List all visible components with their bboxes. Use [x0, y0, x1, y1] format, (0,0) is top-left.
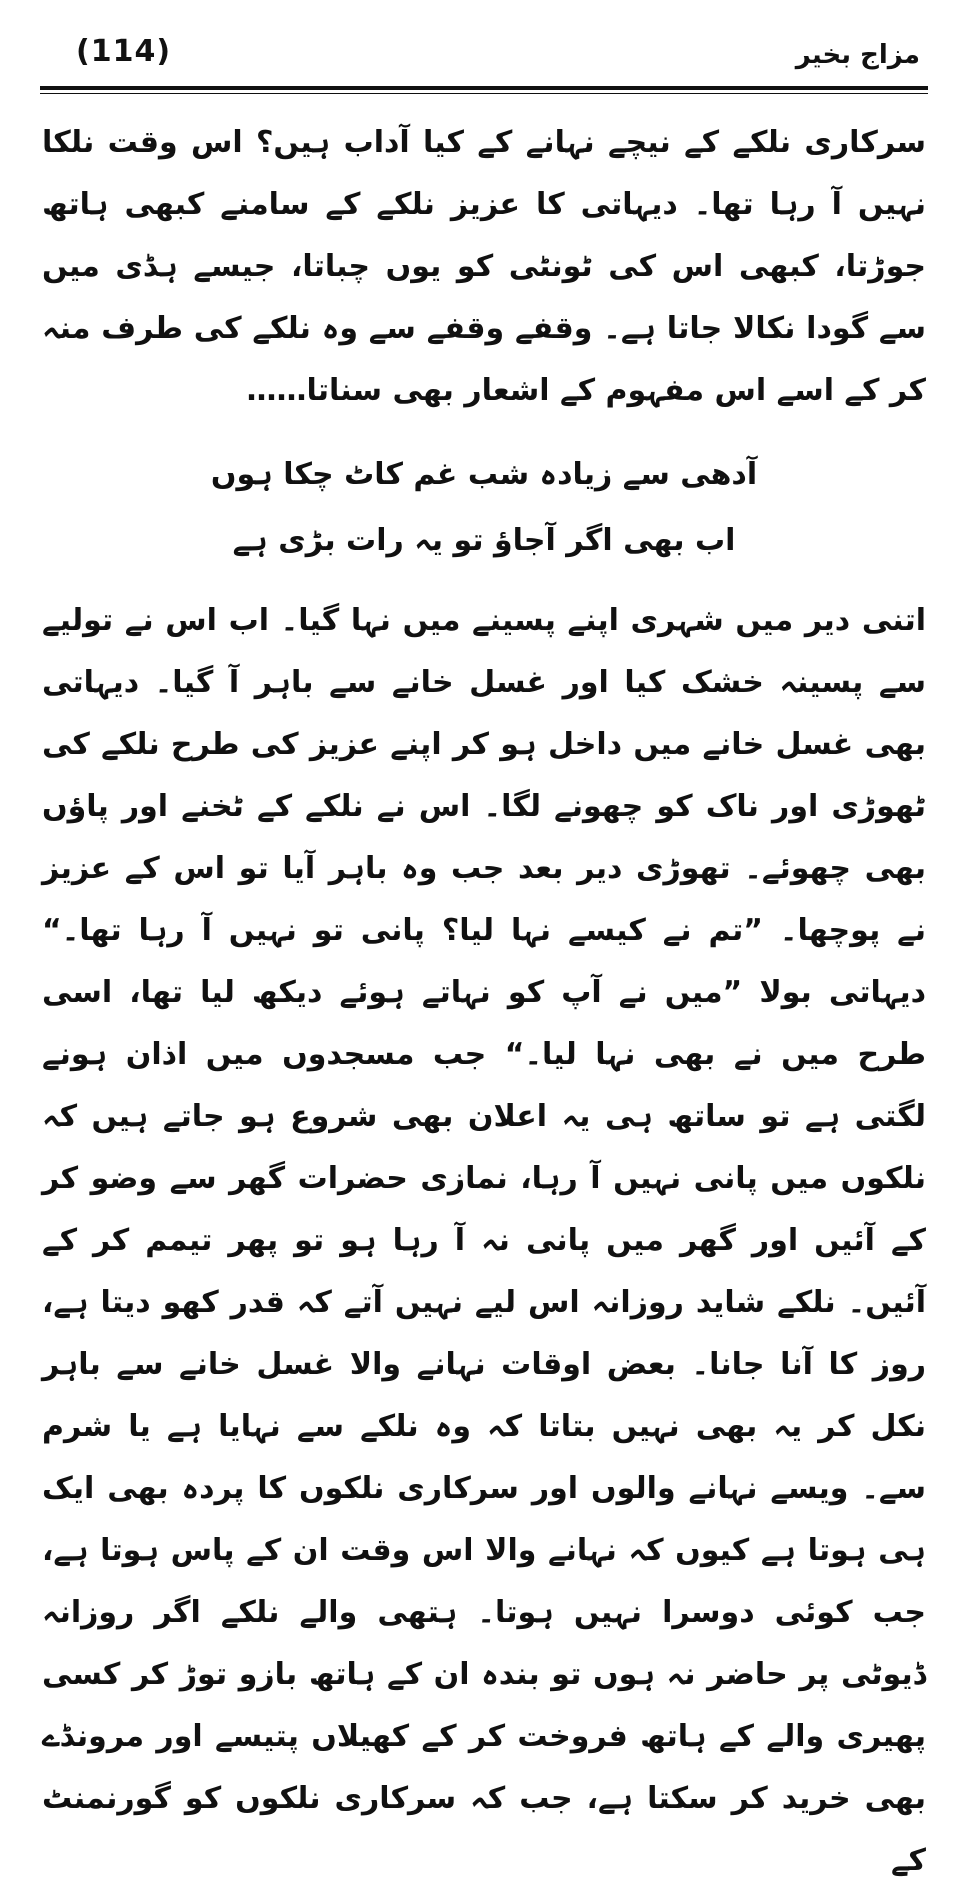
paragraph-1: سرکاری نلکے کے نیچے نہانے کے کیا آداب ہیں؟ اس وقت نلکا نہیں آ رہا تھا۔ دیہاتی کا عزیز نلکے کے سامنے کبھی ہاتھ جوڑتا، کبھی اس کی ٹونٹی کو یوں چباتا، جیسے ہڈی میں سے گودا نکالا جاتا ہے۔ وقفے وقفے سے وہ نلکے کی طرف منہ کر کے اسے اس مفہوم کے اشعار بھی سناتا……: [42, 125, 926, 408]
body-text: [42, 112, 926, 1892]
page-number: (114): [76, 34, 172, 69]
page-header: [40, 28, 928, 84]
couplet-line-1: آدھی سے زیادہ شب غم کاٹ چکا ہوں: [210, 457, 758, 492]
header-rule-thick: [40, 86, 928, 90]
header-rule-thin: [40, 93, 928, 94]
poetry-couplet: [42, 442, 926, 574]
running-title: مزاج بخیر: [795, 40, 920, 70]
paragraph-2: اتنی دیر میں شہری اپنے پسینے میں نہا گیا۔ اب اس نے تولیے سے پسینہ خشک کیا اور غسل خانے سے باہر آ گیا۔ دیہاتی بھی غسل خانے میں داخل ہو کر اپنے عزیز کی طرح نلکے کی ٹھوڑی اور ناک کو چھونے لگا۔ اس نے نلکے کے ٹخنے اور پاؤں بھی چھوئے۔ تھوڑی دیر بعد جب وہ باہر آیا تو اس کے عزیز نے پوچھا۔ ”تم نے کیسے نہا لیا؟ پانی تو نہیں آ رہا تھا۔“ دیہاتی بولا ”میں نے آپ کو نہاتے ہوئے دیکھ لیا تھا، اسی طرح میں نے بھی نہا لیا۔“ جب مسجدوں میں اذان ہونے لگتی ہے تو ساتھ ہی یہ اعلان بھی شروع ہو جاتے ہیں کہ نلکوں میں پانی نہیں آ رہا، نمازی حضرات گھر سے وضو کر کے آئیں اور گھر میں پانی نہ آ رہا ہو تو پھر تیمم کر کے آئیں۔ نلکے شاید روزانہ اس لیے نہیں آتے کہ قدر کھو دیتا ہے، روز کا آنا جانا۔ بعض اوقات نہانے والا غسل خانے سے باہر نکل کر یہ بھی نہیں بتاتا کہ وہ نلکے سے نہایا ہے یا شرم سے۔ ویسے نہانے والوں اور سرکاری نلکوں کا پردہ بھی ایک ہی ہوتا ہے کیوں کہ نہانے والا اس وقت ان کے پاس ہوتا ہے، جب کوئی دوسرا نہیں ہوتا۔ ہتھی والے نلکے اگر روزانہ ڈیوٹی پر حاضر نہ ہوں تو بندہ ان کے ہاتھ بازو توڑ کر کسی پھیری والے کے ہاتھ فروخت کر کے کھیلاں پتیسے اور مرونڈے بھی خرید کر سکتا ہے، جب کہ سرکاری نلکوں کو گورنمنٹ کے: [42, 603, 926, 1878]
couplet-line-2: اب بھی اگر آجاؤ تو یہ رات بڑی ہے: [232, 523, 736, 558]
